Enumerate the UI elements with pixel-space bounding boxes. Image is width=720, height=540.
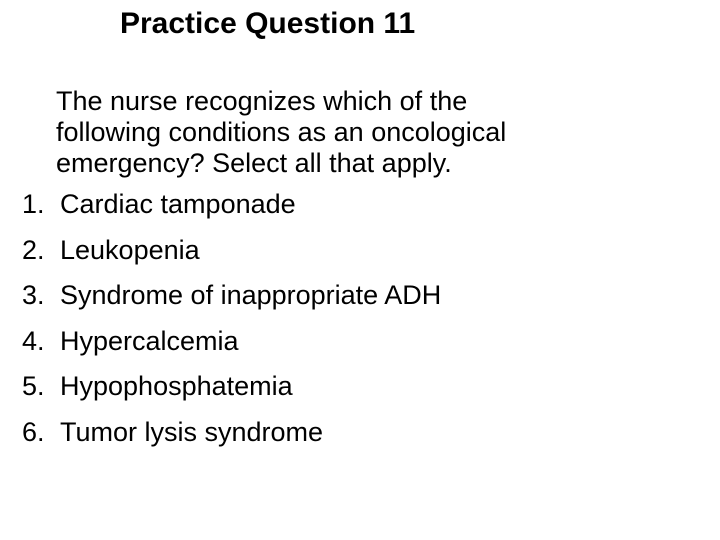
question-stem-line: following conditions as an oncological bbox=[56, 117, 507, 147]
option-text: Hypophosphatemia bbox=[60, 371, 293, 401]
answer-option-2 bbox=[22, 228, 702, 274]
option-number: 5. bbox=[22, 371, 45, 401]
option-number: 1. bbox=[22, 189, 45, 219]
option-number: 2. bbox=[22, 234, 45, 265]
question-stem-line: emergency? Select all that apply. bbox=[56, 148, 452, 178]
option-number: 3. bbox=[22, 280, 45, 310]
option-text: Leukopenia bbox=[60, 234, 200, 265]
answer-option-3 bbox=[22, 273, 702, 319]
question-stem bbox=[22, 86, 702, 179]
answer-option-6 bbox=[22, 410, 702, 456]
answer-option-4 bbox=[22, 319, 702, 365]
answer-options bbox=[22, 182, 702, 455]
option-number: 6. bbox=[22, 416, 45, 447]
option-text: Tumor lysis syndrome bbox=[60, 416, 324, 447]
answer-option-1 bbox=[22, 182, 702, 228]
question-stem-line: The nurse recognizes which of the bbox=[56, 86, 468, 116]
option-text: Cardiac tamponade bbox=[60, 189, 296, 219]
question-body bbox=[22, 86, 702, 455]
option-text: Hypercalcemia bbox=[60, 325, 239, 356]
slide-title: Practice Question 11 bbox=[120, 7, 416, 40]
option-number: 4. bbox=[22, 325, 45, 356]
answer-option-5 bbox=[22, 364, 702, 410]
option-text: Syndrome of inappropriate ADH bbox=[60, 280, 442, 310]
